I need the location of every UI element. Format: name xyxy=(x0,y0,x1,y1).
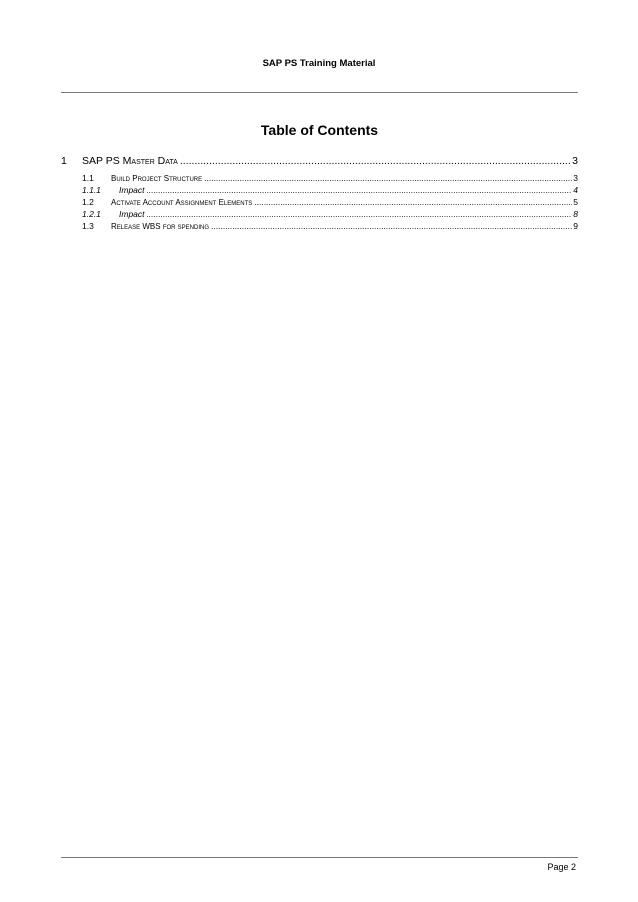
document-header-title: SAP PS Training Material xyxy=(262,58,376,69)
toc-dot-leader xyxy=(147,184,573,196)
toc-entry-page: 8 xyxy=(573,209,578,219)
toc-entry-number: 1.3 xyxy=(82,221,94,231)
toc-entry-page: 9 xyxy=(573,221,578,231)
toc-entry-number: 1.1 xyxy=(82,173,94,183)
toc-dot-leader xyxy=(211,220,572,232)
toc-entry-page: 3 xyxy=(572,155,578,167)
toc-entry-1-1[interactable] xyxy=(61,172,578,184)
toc-entry-1-1-1[interactable] xyxy=(61,184,578,196)
page-number: Page 2 xyxy=(547,862,576,872)
toc-entry-page: 4 xyxy=(573,185,578,195)
toc-entry-number: 1.1.1 xyxy=(82,185,101,195)
table-of-contents xyxy=(61,154,578,232)
toc-entry-title: Impact xyxy=(119,209,145,219)
footer-divider xyxy=(61,857,578,858)
toc-dot-leader xyxy=(180,154,571,169)
toc-entry-page: 5 xyxy=(573,197,578,207)
toc-entry-title: Release WBS for spending xyxy=(111,222,210,231)
toc-entry-1-2[interactable] xyxy=(61,196,578,208)
header-divider xyxy=(61,92,578,93)
toc-dot-leader xyxy=(147,208,573,220)
toc-entry-number: 1 xyxy=(61,155,67,167)
toc-entry-title: Activate Account Assignment Elements xyxy=(111,198,253,207)
toc-dot-leader xyxy=(254,196,572,208)
toc-entry-title: SAP PS Master Data xyxy=(82,155,178,167)
toc-entry-1-3[interactable] xyxy=(61,220,578,232)
toc-entry-1-2-1[interactable] xyxy=(61,208,578,220)
toc-entry-title: Build Project Structure xyxy=(111,174,203,183)
toc-entry-number: 1.2.1 xyxy=(82,209,101,219)
toc-entry-1[interactable] xyxy=(61,154,578,169)
toc-heading: Table of Contents xyxy=(260,122,379,138)
toc-dot-leader xyxy=(204,172,572,184)
toc-entry-page: 3 xyxy=(573,173,578,183)
toc-entry-title: Impact xyxy=(119,185,145,195)
toc-entry-number: 1.2 xyxy=(82,197,94,207)
